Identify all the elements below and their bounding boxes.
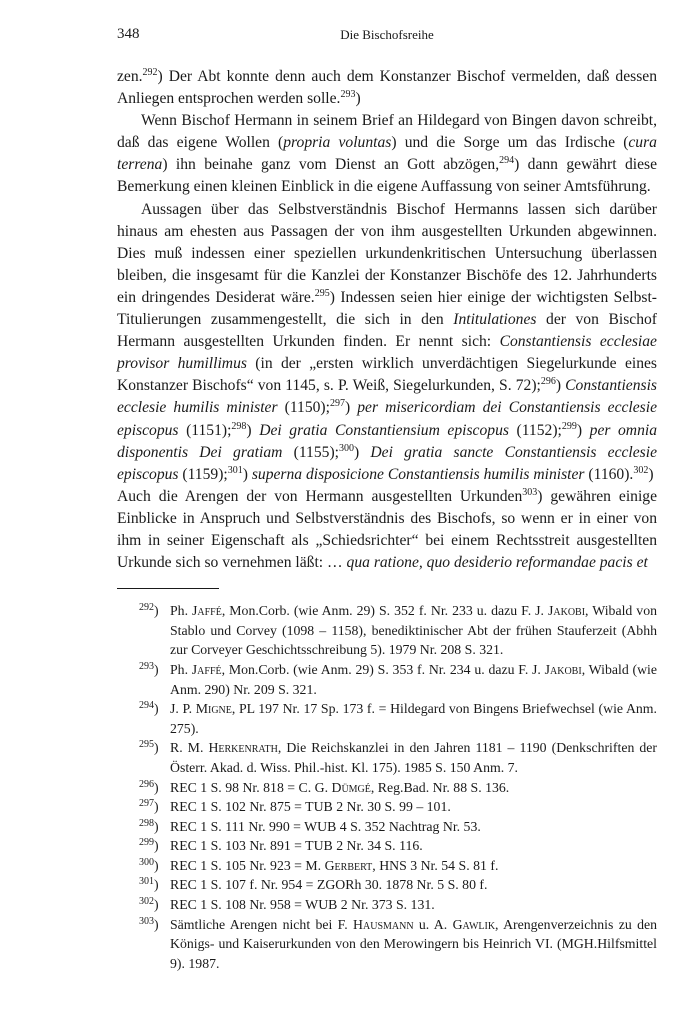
text-run: REC 1 S. 103 Nr. 891 = TUB 2 Nr. 34 S. 116. <box>170 838 423 854</box>
footnote-reference: 298 <box>231 420 247 432</box>
footnote-reference: 295 <box>314 287 330 299</box>
text-run: ) Der Abt konnte denn auch dem Konstanzer Bischof vermelden, daß dessen Anliegen entsprochen werden solle. <box>117 68 657 108</box>
book-page <box>117 26 657 973</box>
text-run: (1150); <box>277 399 330 417</box>
footnote-reference: 302 <box>633 464 649 476</box>
body-paragraph <box>117 486 657 574</box>
footnote <box>117 660 657 699</box>
author-name: Gawlik <box>452 916 496 932</box>
author-name: Migne <box>195 701 232 717</box>
text-run: ) ihn beinahe ganz vom Dienst an Gott abzögen, <box>162 156 500 174</box>
text-run: REC 1 S. 105 Nr. 923 = M. <box>170 857 325 873</box>
footnote <box>117 856 657 876</box>
footnote <box>117 915 657 974</box>
text-run: Wenn Bischof Hermann in seinem Brief an Hildegard von Bingen davon schreibt, daß das eigene Wollen ( <box>117 112 657 152</box>
footnote-marker: $^{295}$) <box>139 739 159 756</box>
footnote-number: 296 <box>139 778 154 790</box>
footnote-number: 292 <box>139 602 154 614</box>
text-run: der von Bischof Hermann ausgestellten Urkunden finden. Er nennt sich: <box>117 311 657 351</box>
italic-text: qua ratione, quo desiderio reformandae pacis et <box>346 554 648 572</box>
footnote-reference: 301 <box>227 464 243 476</box>
author-name: Herkenrath <box>208 740 278 756</box>
text-run: , Reg.Bad. Nr. 88 S. 136. <box>370 779 510 795</box>
footnote-marker: $^{298}$) <box>139 817 159 834</box>
footnote-number: 297 <box>139 798 154 810</box>
footnote-marker: $^{294}$) <box>139 700 159 717</box>
text-run: (1151); <box>178 421 232 439</box>
text-run: (1160). <box>584 465 634 483</box>
text-run: ) <box>242 465 252 483</box>
footnote-marker: $^{297}$) <box>139 798 159 815</box>
text-run: J. P. <box>170 701 196 717</box>
text-run: , Wibald (wie Anm. 290) Nr. 209 S. 321. <box>170 661 657 697</box>
footnotes <box>117 601 657 973</box>
italic-text: per misericordiam dei Constantiensis ecclesie episcopus <box>117 399 657 439</box>
text-run: ) <box>648 465 654 483</box>
text-run: REC 1 S. 107 f. Nr. 954 = ZGORh 30. 1878 Nr. 5 S. 80 f. <box>170 877 488 893</box>
text-run: , PL 197 Nr. 17 Sp. 173 f. = Hildegard von Bingens Briefwechsel (wie Anm. 275). <box>170 701 657 736</box>
footnote <box>117 895 657 915</box>
text-run: Sämtliche Arengen nicht bei F. <box>170 916 354 932</box>
text-run: REC 1 S. 108 Nr. 958 = WUB 2 Nr. 373 S. 131. <box>170 897 435 913</box>
text-run: ) <box>246 421 260 439</box>
text-run: Ph. <box>170 661 192 677</box>
body-paragraph <box>117 66 657 110</box>
footnote-number: 302 <box>139 896 154 908</box>
text-run: , Wibald von Stablo und Corvey (1098 – 1158), benediktinischer Abt der frühen Stauferzeit (Abhh zur Corveyer Geschichtsschreibung 5). 1979 Nr. 208 S. 321. <box>170 603 657 658</box>
text-run: ) <box>353 443 371 461</box>
text-run: ) <box>555 377 566 395</box>
text-run: Ph. <box>170 603 193 619</box>
text-run: ) Indessen seien hier einige der wichtigsten Selbst-Titulierungen zusammengestellt, die sich in den <box>117 288 657 329</box>
page-header <box>117 26 657 48</box>
footnote <box>117 836 657 856</box>
body-paragraph <box>117 110 657 198</box>
text-run: (in der „ersten wirklich unverdächtigen Siegelurkunde eines Konstanzer Bischofs“ von 1145, s. P. Weiß, Siegelurkunden, S. 72); <box>117 355 657 395</box>
footnote-number: 299 <box>139 837 154 849</box>
text-run: Auch die Arengen der von Hermann ausgestellten Urkunden <box>117 487 523 505</box>
body-paragraph <box>117 199 657 486</box>
footnote-reference: 296 <box>540 376 556 388</box>
footnote-reference: 294 <box>499 155 515 167</box>
text-run: ) <box>576 421 590 439</box>
footnote-number: 295 <box>139 739 154 751</box>
footnote-separator <box>117 588 219 589</box>
footnote-marker: $^{293}$) <box>139 660 159 677</box>
footnote-number: 298 <box>139 817 154 829</box>
text-run: (1152); <box>508 421 562 439</box>
footnote-number: 300 <box>139 856 154 868</box>
author-name: Jaffé <box>191 661 222 677</box>
footnote <box>117 601 657 660</box>
footnote <box>117 738 657 777</box>
footnote <box>117 817 657 837</box>
text-run: R. M. <box>170 740 209 756</box>
author-name: Gerbert <box>324 857 373 873</box>
italic-text: propria voluntas <box>283 134 392 152</box>
author-name: Jaffé <box>192 603 222 619</box>
text-run: , Die Reichskanzlei in den Jahren 1181 – 1190 (Denkschriften der Österr. Akad. d. Wiss. Phil.-hist. Kl. 175). 1985 S. 150 Anm. 7. <box>170 740 657 775</box>
footnote <box>117 875 657 895</box>
footnote-marker: $^{299}$) <box>139 837 159 854</box>
text-run: ) dann gewährt diese Bemerkung einen kleinen Einblick in die eigene Auffassung von seiner Amtsführung. <box>117 156 657 196</box>
footnote-marker: $^{301}$) <box>139 876 159 893</box>
footnote-number: 293 <box>139 660 154 672</box>
page-number: 348 <box>117 26 140 42</box>
text-run: , Mon.Corb. (wie Anm. 29) S. 352 f. Nr. 233 u. dazu F. J. <box>221 603 548 619</box>
italic-text: Dei gratia sancte Constantiensis ecclesie episcopus <box>117 443 657 483</box>
text-run: REC 1 S. 111 Nr. 990 = WUB 4 S. 352 Nachtrag Nr. 53. <box>170 818 481 834</box>
italic-text: Intitulationes <box>453 311 537 329</box>
text-run: ) und die Sorge um das Irdische ( <box>391 134 629 152</box>
footnote-number: 301 <box>139 876 154 888</box>
footnote-number: 303 <box>139 915 154 927</box>
text-run: zen. <box>117 68 143 85</box>
footnote-reference: 303 <box>522 486 538 498</box>
body-text <box>117 66 657 574</box>
text-run: u. A. <box>413 916 453 932</box>
text-run: ) <box>355 90 361 108</box>
footnote-marker: $^{296}$) <box>139 778 159 795</box>
italic-text: per omnia disponentis Dei gratiam <box>117 421 657 461</box>
footnote-reference: 300 <box>338 442 354 454</box>
footnote-marker: $^{300}$) <box>139 856 159 873</box>
running-head: Die Bischofsreihe <box>340 27 434 42</box>
author-name: Jakobi <box>544 661 582 677</box>
footnote-reference: 293 <box>340 89 356 101</box>
text-run: REC 1 S. 102 Nr. 875 = TUB 2 Nr. 30 S. 99 – 101. <box>170 799 451 815</box>
italic-text: Constantiensis ecclesiae provisor humillimus <box>117 333 657 373</box>
text-run: , HNS 3 Nr. 54 S. 81 f. <box>372 857 499 873</box>
footnote <box>117 699 657 738</box>
footnote-marker: $^{292}$) <box>139 602 159 619</box>
footnote-reference: 297 <box>329 398 345 410</box>
text-run: (1159); <box>178 465 228 483</box>
author-name: Hausmann <box>353 916 414 932</box>
footnote-reference: 292 <box>142 67 158 78</box>
text-run: Aussagen über das Selbstverständnis Bischof Hermanns lassen sich darüber hinaus am ehesten aus Passagen der von ihm ausgestellten Urkunden abgewinnen. Dies muß indessen einer speziellen urkundenkritischen Untersuchung überlassen bleiben, die insgesamt für die Kanzlei der Konstanzer Bischöfe des 12. Jahrhunderts ein dringendes Desiderat wäre. <box>117 200 657 306</box>
text-run: , Arengenverzeichnis zu den Königs- und Kaiserurkunden von den Merowingern bis Heinrich VI. (MGH.Hilfsmittel 9). 1987. <box>170 916 657 971</box>
footnote-reference: 299 <box>561 420 577 432</box>
footnote-marker: $^{303}$) <box>139 915 159 932</box>
footnote-number: 294 <box>139 700 154 712</box>
author-name: Dümgé <box>331 779 371 795</box>
italic-text: cura terrena <box>117 134 657 174</box>
italic-text: Constantiensis ecclesie humilis minister <box>117 377 657 417</box>
footnote <box>117 797 657 817</box>
footnote <box>117 778 657 798</box>
italic-text: Dei gratia Constantiensium episcopus <box>259 421 509 439</box>
text-run: REC 1 S. 98 Nr. 818 = C. G. <box>170 779 332 795</box>
text-run: , Mon.Corb. (wie Anm. 29) S. 353 f. Nr. 234 u. dazu F. J. <box>221 661 545 677</box>
text-run: (1155); <box>282 443 339 461</box>
author-name: Jakobi <box>548 603 586 619</box>
footnote-marker: $^{302}$) <box>139 896 159 913</box>
text-run: ) <box>344 399 358 417</box>
italic-text: superna disposicione Constantiensis humilis minister <box>251 465 585 483</box>
text-run: ) gewähren einige Einblicke in Anspruch und Selbstverständnis des Bischofs, so wenn er in einer von ihm in seiner Eigenschaft als „Schiedsrichter“ bei einem Rechtsstreit ausgestellten Urkunde sich so vernehmen läßt: … <box>117 487 657 572</box>
